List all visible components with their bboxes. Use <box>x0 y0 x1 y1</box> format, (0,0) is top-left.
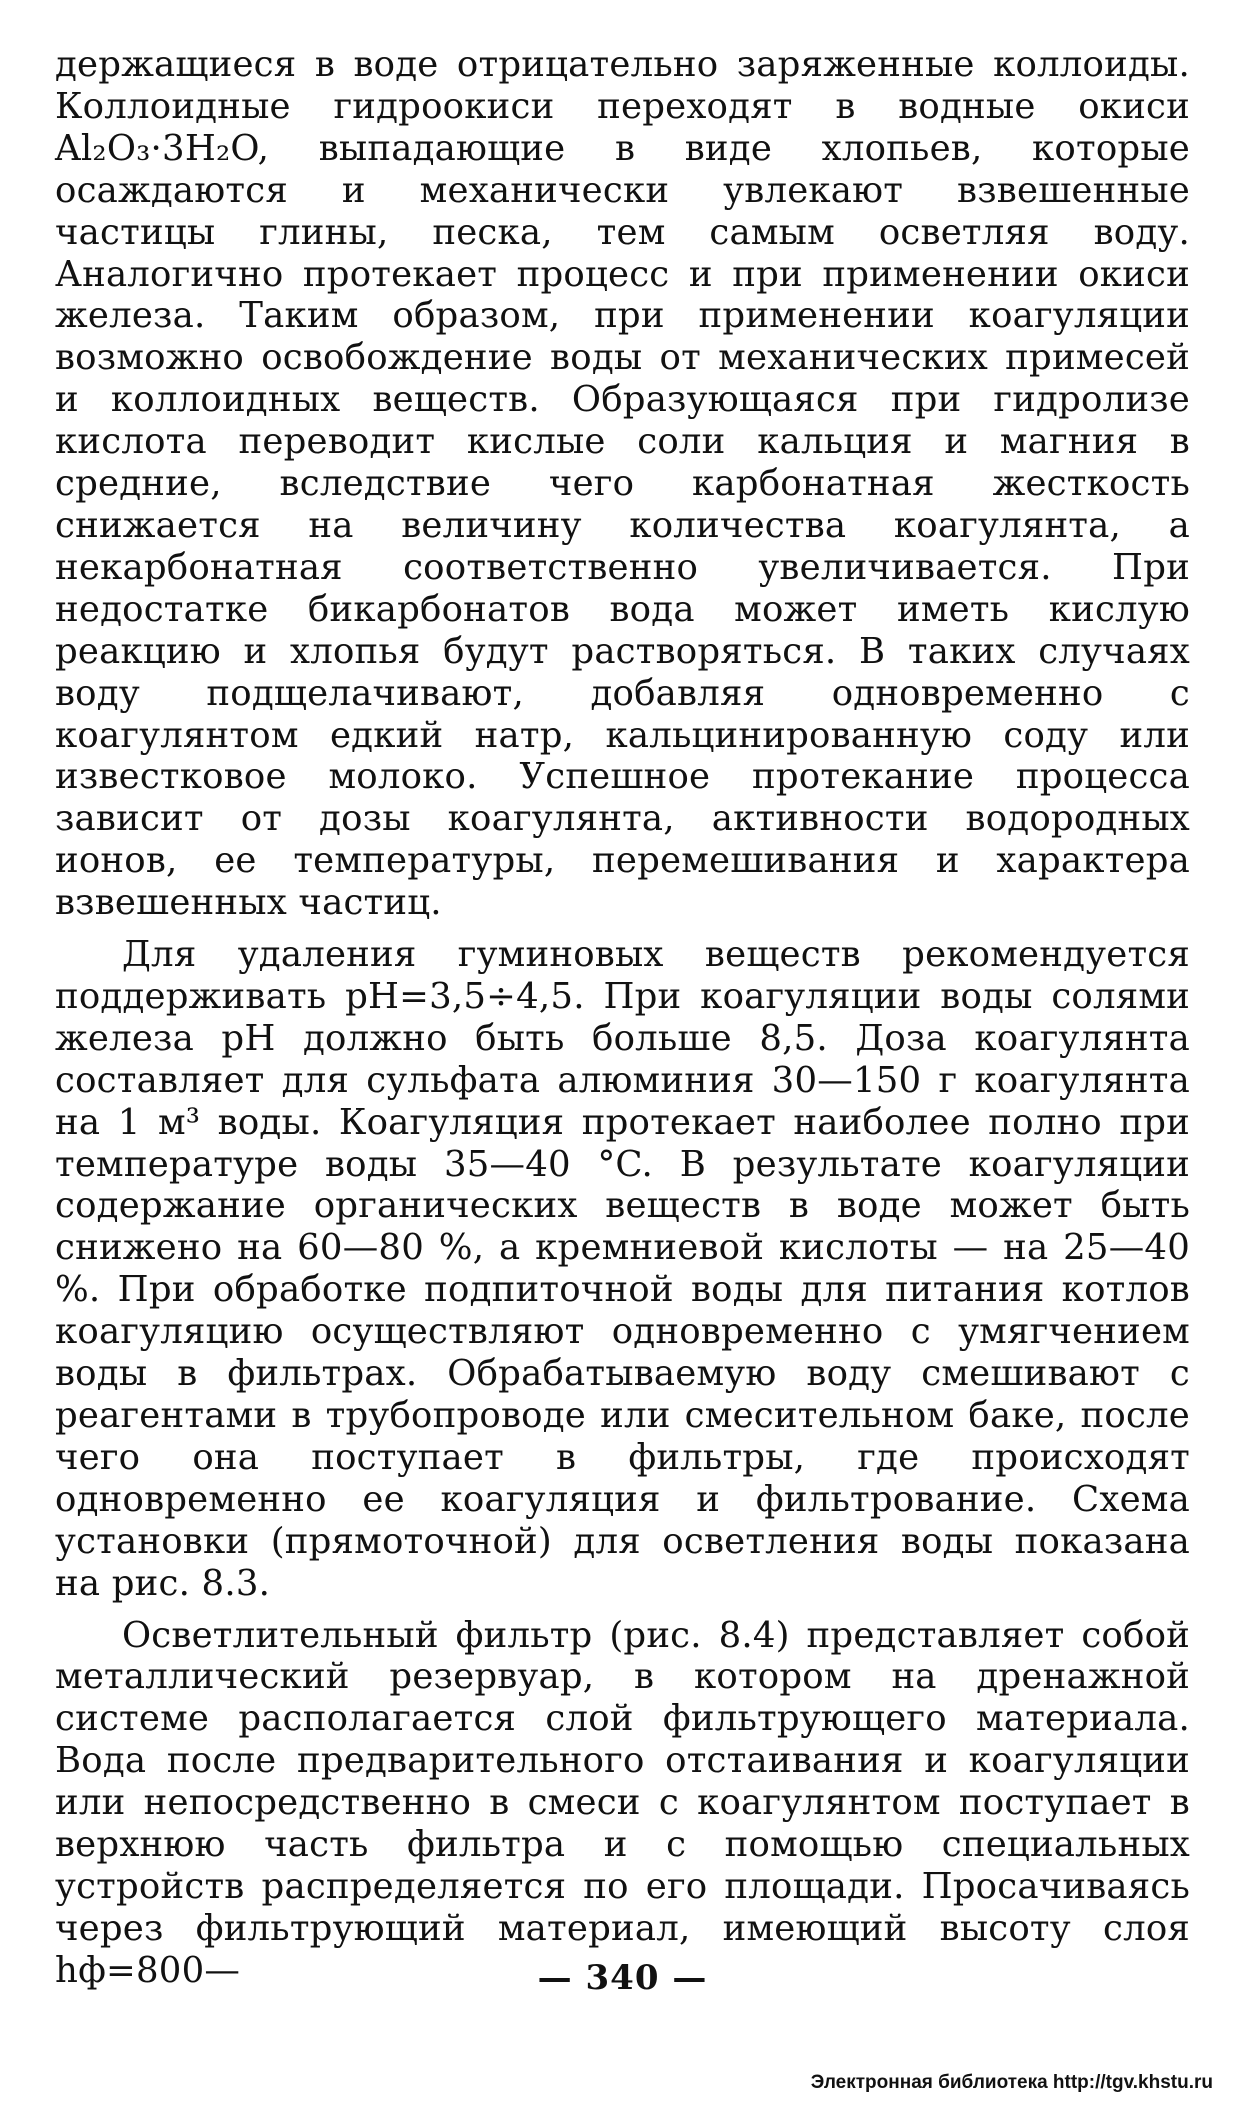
paragraph-clarifying-filter: Осветлительный фильтр (рис. 8.4) представляет собой металлический резервуар, в котором на дренажной системе располагается слой фильтрующего материала. Вода после предварительного отстаивания и коагуляции или непосредственно в смеси с коагулянтом поступает в верхнюю часть фильтра и с помощью специальных устройств распределяется по его площади. Просачиваясь через фильтрующий материал, имеющий высоту слоя hф=800— <box>55 1614 1190 1991</box>
paragraph-humic-substances: Для удаления гуминовых веществ рекомендуется поддерживать pH=3,5÷4,5. При коагуляции воды солями железа pH должно быть больше 8,5. Доза коагулянта составляет для сульфата алюминия 30—150 г коагулянта на 1 м³ воды. Коагуляция протекает наиболее полно при температуре воды 35—40 °C. В результате коагуляции содержание органических веществ в воде может быть снижено на 60—80 %, а кремниевой кислоты — на 25—40 %. При обработке подпиточной воды для питания котлов коагуляцию осуществляют одновременно с умягчением воды в фильтрах. Обрабатываемую воду смешивают с реагентами в трубопроводе или смесительном баке, после чего она поступает в фильтры, где происходят одновременно ее коагуляция и фильтрование. Схема установки (прямоточной) для осветления воды показана на рис. 8.3. <box>55 934 1190 1604</box>
page-body <box>55 44 1190 1992</box>
footer-library-credit: Электронная библиотека http://tgv.khstu.ru <box>810 2072 1213 2093</box>
page-number: — 340 — <box>537 1958 708 1998</box>
paragraph-continuation: держащиеся в воде отрицательно заряженные коллоиды. Коллоидные гидроокиси переходят в водные окиси Al₂O₃·3H₂O, выпадающие в виде хлопьев, которые осаждаются и механически увлекают взвешенные частицы глины, песка, тем самым осветляя воду. Аналогично протекает процесс и при применении окиси железа. Таким образом, при применении коагуляции возможно освобождение воды от механических примесей и коллоидных веществ. Образующаяся при гидролизе кислота переводит кислые соли кальция и магния в средние, вследствие чего карбонатная жесткость снижается на величину количества коагулянта, а некарбонатная соответственно увеличивается. При недостатке бикарбонатов вода может иметь кислую реакцию и хлопья будут растворяться. В таких случаях воду подщелачивают, добавляя одновременно с коагулянтом едкий натр, кальцинированную соду или известковое молоко. Успешное протекание процесса зависит от дозы коагулянта, активности водородных ионов, ее температуры, перемешивания и характера взвешенных частиц. <box>55 44 1190 924</box>
